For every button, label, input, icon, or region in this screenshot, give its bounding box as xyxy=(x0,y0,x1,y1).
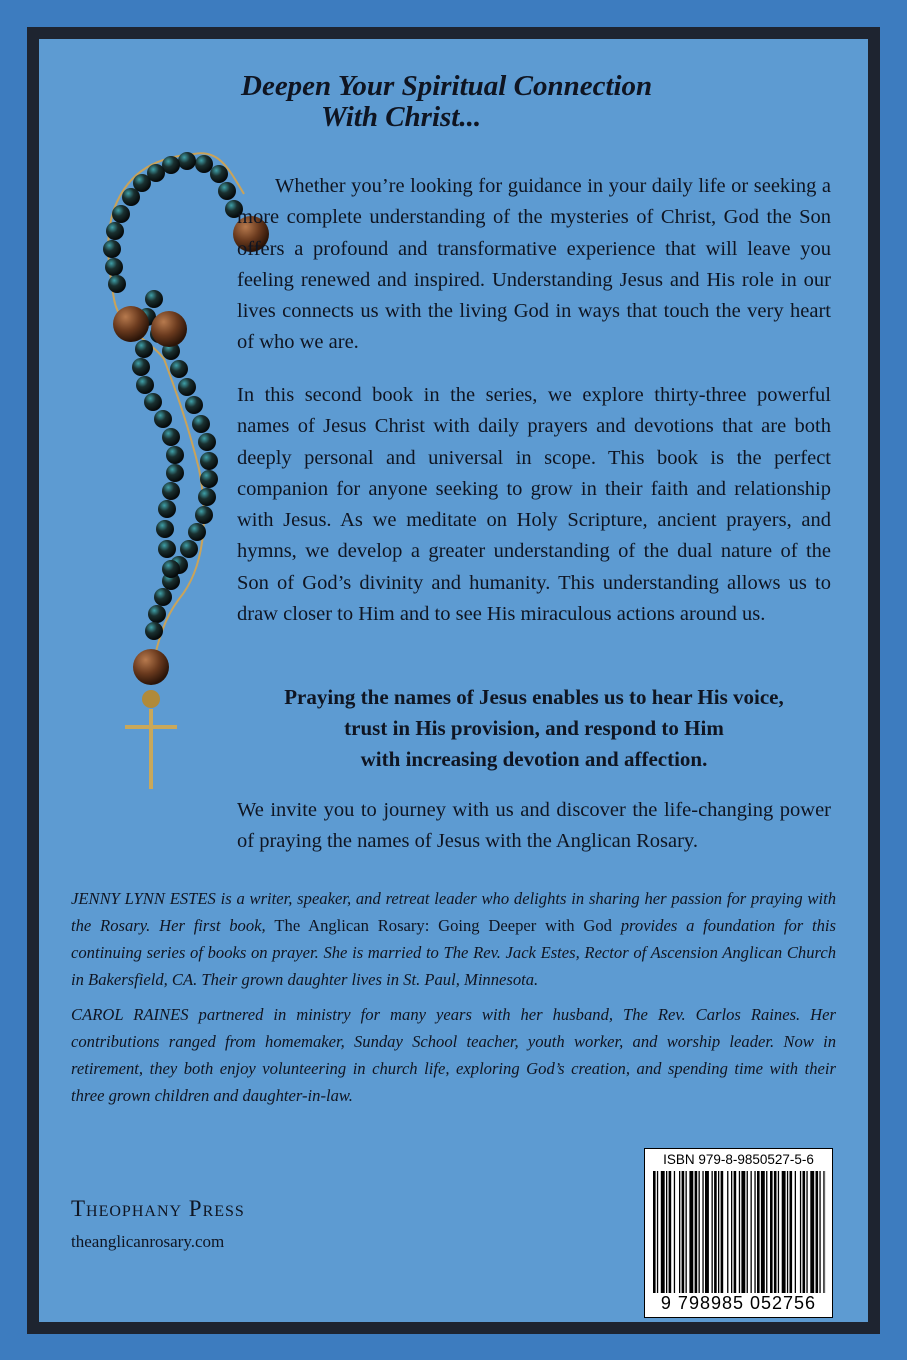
barcode-bar xyxy=(705,1171,709,1293)
heading-line-2: With Christ... xyxy=(321,101,482,133)
barcode-bar xyxy=(823,1171,824,1293)
barcode-bar xyxy=(661,1171,665,1293)
quote-line-2: trust in His provision, and respond to Him xyxy=(344,716,724,740)
barcode-bar xyxy=(806,1171,807,1293)
isbn-barcode xyxy=(644,1148,833,1318)
quote-line-3: with increasing devotion and affection. xyxy=(360,747,708,771)
barcode-bar xyxy=(702,1171,703,1293)
barcode-bar xyxy=(754,1171,755,1293)
back-cover-panel xyxy=(39,39,868,1322)
barcode-bar xyxy=(751,1171,752,1293)
barcode-bar xyxy=(718,1171,719,1293)
barcode-bar xyxy=(739,1171,740,1293)
author-bio-jenny xyxy=(71,885,836,993)
ean-number: 9 798985 052756 xyxy=(660,1293,817,1313)
invitation-paragraph: We invite you to journey with us and discover the life-changing power of praying the names of Jesus with the Anglican Rosary. xyxy=(237,799,831,853)
barcode-bar xyxy=(727,1171,728,1293)
intro-paragraph: Whether you’re looking for guidance in your daily life or seeking a more complete understanding of the mysteries of Christ, God the Son offers a profound and transformative experience that will leave you feeling renewed and inspired. Understanding Jesus and His role in our lives connects us with the living God in ways that touch the very heart of who we are. xyxy=(237,175,831,354)
barcode-bar xyxy=(721,1171,724,1293)
barcode-bar xyxy=(666,1171,667,1293)
barcode-bar xyxy=(699,1171,700,1293)
series-paragraph: In this second book in the series, we explore thirty-three powerful names of Jesus Christ with daily prayers and devotions that are both deeply personal and universal in scope. This book is the perfect companion for anyone seeking to grow in their faith and relationship with Jesus. As we meditate on Holy Scripture, ancient prayers, and hymns, we develop a greater understanding of the dual nature of the Son of God’s divinity and humanity. This understanding allows us to draw closer to Him and to see His miraculous actions around us. xyxy=(237,384,831,626)
barcode-bar xyxy=(657,1171,658,1293)
barcode-bar xyxy=(819,1171,820,1293)
barcode-bar xyxy=(669,1171,672,1293)
barcode-bar xyxy=(689,1171,693,1293)
barcode-bar xyxy=(712,1171,713,1293)
publisher-website: theanglicanrosary.com xyxy=(71,1232,225,1251)
barcode-bar xyxy=(674,1171,675,1293)
barcode-bar xyxy=(682,1171,685,1293)
barcode-bar xyxy=(741,1171,745,1293)
barcode-bar xyxy=(803,1171,806,1293)
author-bio-carol: CAROL RAINES partnered in ministry for many years with her husband, The Rev. Carlos Raines. Her contributions ranged from homemaker, Sunday School teacher, youth worker, and worship leader. Now in retirement, they both enjoy volunteering in church life, exploring God’s creation, and spending time with their three grown children and daughter-in-law. xyxy=(71,1005,836,1105)
barcode-bar xyxy=(778,1171,779,1293)
barcode-bar xyxy=(731,1171,732,1293)
barcode-bar xyxy=(816,1171,819,1293)
bio1-book-title: The Anglican Rosary: Going Deeper with God xyxy=(274,916,612,935)
bio1-text-a: JENNY LYNN ESTES is a writer, speaker, and retreat leader who delights in sharing her passion for praying with the Rosary. Her first book, xyxy=(71,889,836,935)
barcode-bar xyxy=(795,1171,796,1293)
cover-heading xyxy=(241,71,652,133)
barcode-bar xyxy=(787,1171,788,1293)
barcode-bar xyxy=(695,1171,698,1293)
barcode-bar xyxy=(790,1171,793,1293)
barcode-bar xyxy=(686,1171,687,1293)
heading-line-1: Deepen Your Spiritual Connection xyxy=(241,70,653,102)
isbn-text: ISBN 979-8-9850527-5-6 xyxy=(663,1152,814,1167)
barcode-bar xyxy=(747,1171,748,1293)
pull-quote xyxy=(237,682,831,775)
barcode-bar xyxy=(810,1171,814,1293)
barcode-bar xyxy=(734,1171,737,1293)
barcode-bar xyxy=(761,1171,765,1293)
barcode-bar xyxy=(766,1171,767,1293)
cover-frame xyxy=(27,27,880,1334)
bio1-text-b: provides a foundation for this continuing series of books on prayer. She is married to The Rev. Jack Estes, Rector of Ascension Anglican Church in Bakersfield, CA. Their grown daughter lives in St. Paul, Minnesota. xyxy=(71,916,836,989)
barcode-bar xyxy=(653,1171,656,1293)
barcode-bar xyxy=(782,1171,786,1293)
barcode-bar xyxy=(774,1171,777,1293)
quote-line-1: Praying the names of Jesus enables us to hear His voice, xyxy=(284,685,784,709)
barcode-bar xyxy=(800,1171,801,1293)
publisher-name: Theophany Press xyxy=(71,1196,245,1221)
barcode-bar xyxy=(757,1171,760,1293)
barcode-bar xyxy=(714,1171,717,1293)
barcode-bar xyxy=(770,1171,773,1293)
barcode-bars xyxy=(653,1171,826,1293)
barcode-bar xyxy=(679,1171,680,1293)
